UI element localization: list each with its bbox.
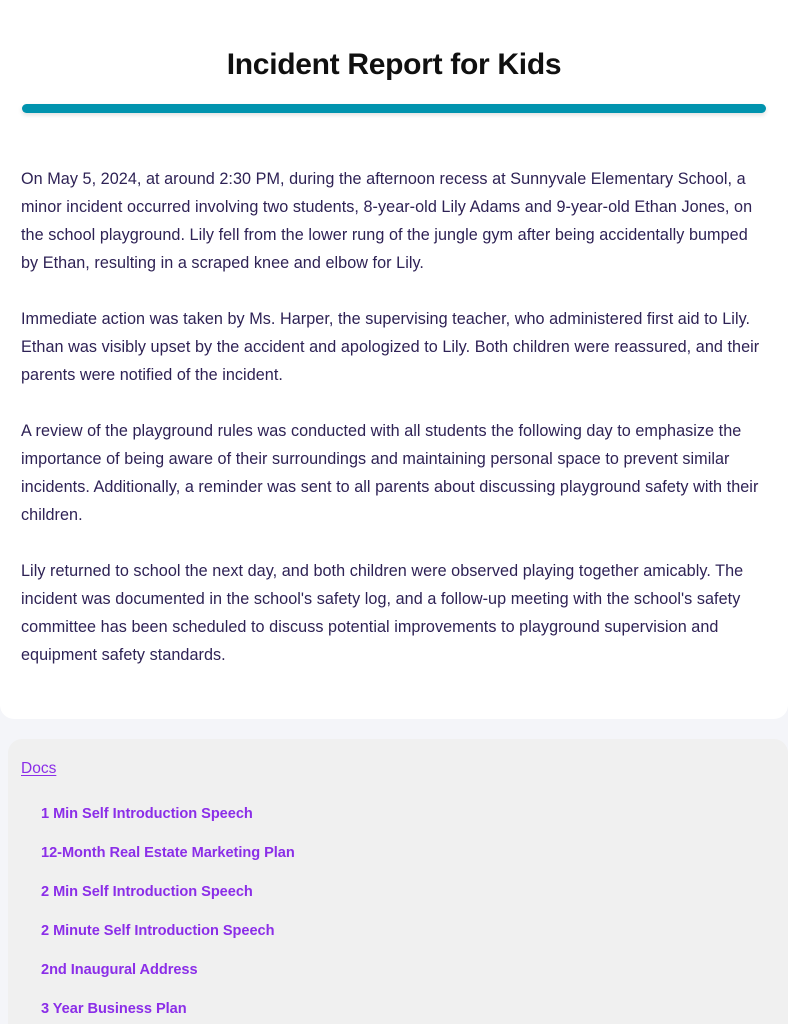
- title-divider-wrap: [21, 104, 767, 113]
- docs-list-link[interactable]: 12-Month Real Estate Marketing Plan: [41, 845, 295, 861]
- list-item: [21, 960, 775, 980]
- list-item: [21, 921, 775, 941]
- section-gap: [0, 719, 788, 739]
- footer-panel: [8, 739, 788, 1024]
- list-item: [21, 843, 775, 863]
- paragraph: Lily returned to school the next day, and both children were observed playing together amicably. The incident was documented in the school's safety log, and a follow-up meeting with the school's safety committee has been scheduled to discuss potential improvements to playground supervision and equipment safety standards.: [21, 562, 744, 664]
- docs-list-link[interactable]: 3 Year Business Plan: [41, 1001, 187, 1017]
- docs-list: [21, 804, 775, 1019]
- docs-list-link[interactable]: 1 Min Self Introduction Speech: [41, 806, 253, 822]
- accent-divider-bar: [22, 104, 766, 113]
- paragraph: On May 5, 2024, at around 2:30 PM, during the afternoon recess at Sunnyvale Elementary School, a minor incident occurred involving two students, 8-year-old Lily Adams and 9-year-old Ethan Jones, on the school playground. Lily fell from the lower rung of the jungle gym after being accidentally bumped by Ethan, resulting in a scraped knee and elbow for Lily.: [21, 170, 753, 272]
- document-body: [21, 165, 767, 669]
- list-item: [21, 999, 775, 1019]
- docs-list-link[interactable]: 2 Min Self Introduction Speech: [41, 884, 253, 900]
- paragraph: Immediate action was taken by Ms. Harper, the supervising teacher, who administered first aid to Lily. Ethan was visibly upset by the accident and apologized to Lily. Both children were reassured, and their parents were notified of the incident.: [21, 310, 760, 384]
- docs-list-link[interactable]: 2nd Inaugural Address: [41, 962, 198, 978]
- docs-list-link[interactable]: 2 Minute Self Introduction Speech: [41, 923, 275, 939]
- footer-heading-docs-link[interactable]: Docs: [21, 760, 57, 777]
- list-item: [21, 882, 775, 902]
- page-title: Incident Report for Kids: [226, 48, 562, 81]
- paragraph: A review of the playground rules was conducted with all students the following day to emphasize the importance of being aware of their surroundings and maintaining personal space to prevent similar incidents. Additionally, a reminder was sent to all parents about discussing playground safety with their children.: [21, 422, 759, 524]
- list-item: [21, 804, 775, 824]
